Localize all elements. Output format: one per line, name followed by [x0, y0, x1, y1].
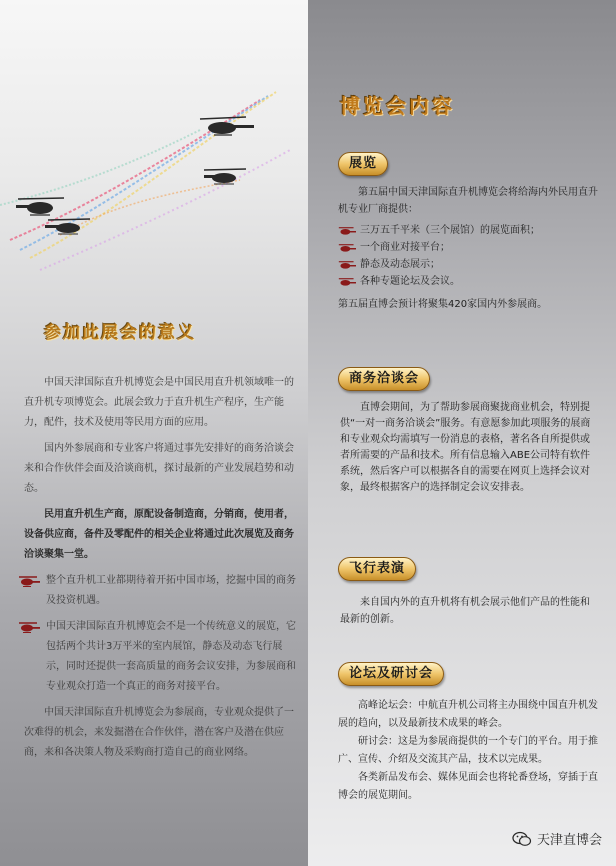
paragraph: 中国天津国际直升机博览会为参展商，专业观众提供了一次难得的机会，来发掘潜在合作伙伴，潜在客户及潜在供应商，来和各决策人物及采购商打造自己的商业网络。	[24, 707, 294, 758]
list-item	[338, 239, 598, 256]
paragraph: 第五届直博会预计将聚集420家国内外参展商。	[338, 299, 548, 310]
paragraph: 民用直升机生产商，原配设备制造商，分销商，使用者，设备供应商，备件及零配件的相关企业将通过此次展览及商务洽谈聚集一堂。	[24, 509, 294, 560]
paragraph-text: 整个直升机工业都期待着开拓中国市场，挖掘中国的商务及投资机遇。	[46, 575, 296, 606]
wechat-icon	[512, 831, 532, 847]
watermark-text: 天津直博会	[536, 833, 602, 848]
left-heading: 参加此展会的意义	[44, 323, 196, 343]
list-item	[338, 273, 598, 290]
flight-text	[340, 594, 598, 628]
paragraph: 国内外参展商和专业客户将通过事先安排好的商务洽谈会来和合作伙伴会面及洽谈商机，探讨最新的产业发展趋势和动态。	[24, 443, 294, 494]
list-item-text: 各种专题论坛及会议。	[360, 276, 460, 287]
forum-text	[338, 697, 600, 805]
helicopter-bullet-icon	[338, 225, 356, 237]
list-item	[338, 256, 598, 273]
paragraph: 直博会期间，为了帮助参展商聚拢商业机会，特别提供“一对一商务洽谈会”服务。有意愿参加此项服务的展商和专业观众均需填写一份消息的表格，著名各自所提供或者所需要的产品和技术。所有信息输入ABE公司特有软件系统，然后客户可以根据各自的需要在网页上选择会议对象，最终根据客户的选择制定会议安排表。	[340, 402, 591, 493]
helicopter-bullet-icon	[18, 574, 40, 588]
section-tag-business: 商务洽谈会	[338, 367, 430, 391]
air-show-illustration	[0, 0, 308, 300]
right-title: 博览会内容	[340, 94, 455, 118]
paragraph: 第五届中国天津国际直升机博览会将给海内外民用直升机专业厂商提供：	[338, 187, 598, 215]
list-item	[338, 222, 598, 239]
helicopter-icon	[16, 198, 64, 215]
paragraph: 高峰论坛会：中航直升机公司将主办围绕中国直升机发展的趋向，以及最新技术成果的峰会。	[338, 700, 598, 729]
helicopter-bullet-icon	[338, 242, 356, 254]
section-tag-forum: 论坛及研讨会	[338, 662, 444, 686]
paragraph: 研讨会：这是为参展商提供的一个专门的平台。用于推广、宣传、介绍及交流其产品，技术以完成果。	[338, 736, 598, 765]
paragraph	[24, 617, 296, 697]
list-item-text: 静态及动态展示；	[360, 259, 440, 270]
list-item-text: 三万五千平米（三个展馆）的展览面积；	[360, 225, 540, 236]
paragraph-text: 中国天津国际直升机博览会不是一个传统意义的展览，它包括两个共计3万平米的室内展馆，静态及动态飞行展示，同时还提供一套高质量的商务会议安排，为参展商和专业观众打造一个真正的商务对接平台。	[46, 621, 296, 692]
exhibit-bullet-list	[338, 222, 598, 290]
paragraph: 各类新品发布会、媒体见面会也将轮番登场，穿插于直博会的展览期间。	[338, 772, 598, 801]
left-body	[24, 373, 296, 769]
exhibit-summary	[338, 296, 600, 313]
paragraph: 来自国内外的直升机将有机会展示他们产品的性能和最新的创新。	[340, 597, 590, 625]
helicopter-bullet-icon	[338, 259, 356, 271]
section-tag-exhibit: 展览	[338, 152, 388, 176]
business-text	[340, 400, 598, 496]
helicopter-bullet-icon	[18, 620, 40, 634]
wechat-watermark	[512, 829, 602, 848]
list-item-text: 一个商业对接平台；	[360, 242, 450, 253]
exhibit-intro	[338, 184, 600, 218]
paragraph	[24, 571, 296, 611]
helicopter-bullet-icon	[338, 276, 356, 288]
paragraph: 中国天津国际直升机博览会是中国民用直升机领域唯一的直升机专项博览会。此展会致力于直升机生产程序，生产能力，配件，技术及使用等民用方面的应用。	[24, 377, 294, 428]
section-tag-flight: 飞行表演	[338, 557, 416, 581]
